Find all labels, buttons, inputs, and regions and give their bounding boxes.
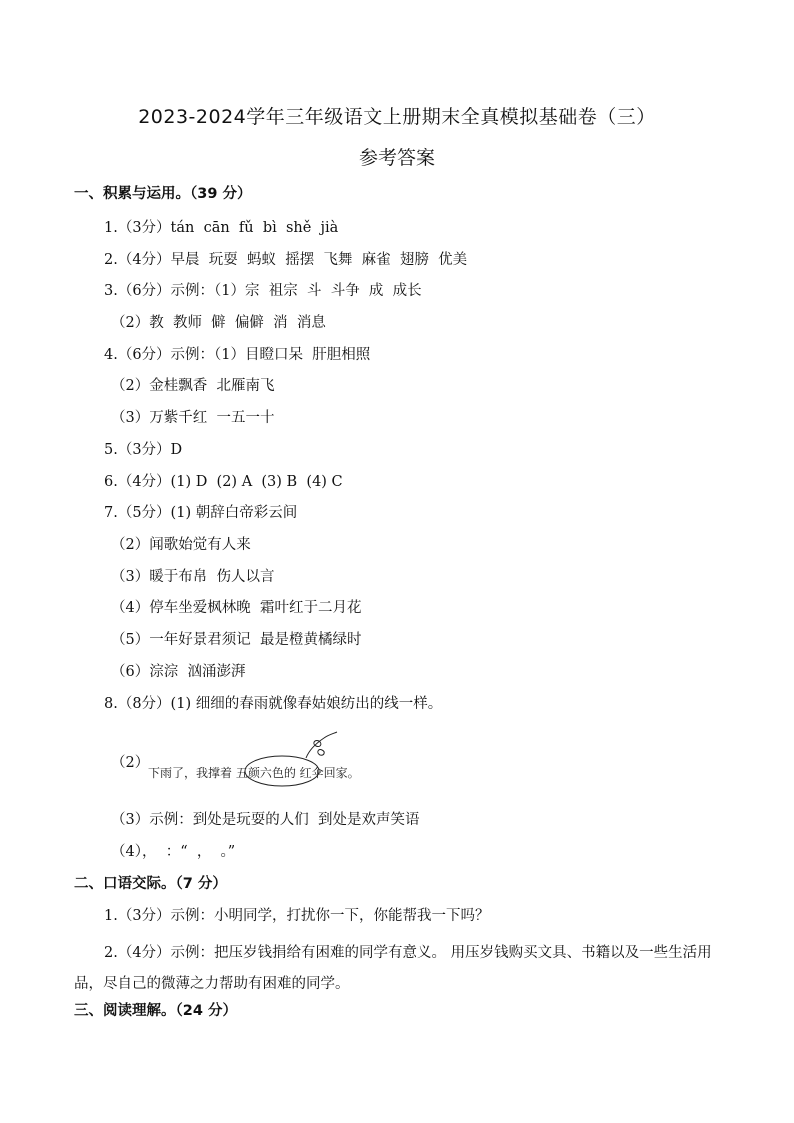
answer-line-q4-part3: （3）万紫千红 一五一十 [111, 410, 275, 426]
answer-line-q8-part3: （3）示例：到处是玩耍的人们 到处是欢声笑语 [111, 812, 420, 828]
section-heading-2: 二、口语交际。（7 分） [74, 876, 227, 892]
answer-line-q7-part4: （4）停车坐爱枫林晚 霜叶红于二月花 [111, 600, 362, 616]
answer-line-q3-part2: （2）教 教师 僻 偏僻 消 消息 [111, 315, 326, 331]
answer-line-q5: 5.（3分）D [104, 442, 183, 458]
answer-line-q7-part6: （6）淙淙 汹涌澎湃 [111, 664, 246, 680]
answer-line-q7: 7.（5分）(1) 朝辞白帝彩云间 [104, 505, 298, 521]
oral-answer-1: 1.（3分）示例：小明同学，打扰你一下，你能帮我一下吗？ [104, 908, 490, 924]
oral-answer-2: 2.（4分）示例：把压岁钱捐给有困难的同学有意义。 用压岁钱购买文具、书籍以及一些生活用品，尽自己的微薄之力帮助有困难的同学。 [74, 945, 712, 992]
answer-line-q1: 1.（3分）tán cān fǔ bì shě jià [104, 220, 339, 236]
annotated-sentence-text: 下雨了，我撑着 五颜六色的 红伞回家。 [148, 766, 360, 780]
answer-line-q8-part4: （4）， ：“ ， 。” [111, 844, 236, 860]
answer-line-q7-part5: （5）一年好景君须记 最是橙黄橘绿时 [111, 632, 362, 648]
answer-line-q2: 2.（4分）早晨 玩耍 蚂蚁 摇摆 飞舞 麻雀 翅膀 优美 [104, 252, 468, 268]
annotation-mark-graphic [148, 728, 408, 798]
section-heading-1: 一、积累与运用。（39 分） [74, 186, 252, 202]
answer-line-q6: 6.（4分）(1) D (2) A (3) B (4) C [104, 474, 343, 490]
answer-line-q7-part3: （3）暖于布帛 伤人以言 [111, 569, 275, 585]
page-title: 2023-2024学年三年级语文上册期末全真模拟基础卷（三） [138, 106, 656, 128]
answer-line-q4: 4.（6分）示例：（1）目瞪口呆 肝胆相照 [104, 347, 371, 363]
answer-line-q7-part2: （2）闻歌始觉有人来 [111, 537, 251, 553]
answer-line-q8-part2: （2） [111, 755, 150, 771]
section-heading-3: 三、阅读理解。（24 分） [74, 1003, 237, 1019]
answer-line-q4-part2: （2）金桂飘香 北雁南飞 [111, 378, 275, 394]
page-subtitle: 参考答案 [358, 147, 435, 169]
annotated-sentence-figure [148, 728, 408, 798]
answer-line-q3: 3.（6分）示例：（1）宗 祖宗 斗 斗争 成 成长 [104, 283, 422, 299]
answer-line-q8: 8.（8分）(1) 细细的春雨就像春姑娘纺出的线一样。 [104, 696, 443, 712]
